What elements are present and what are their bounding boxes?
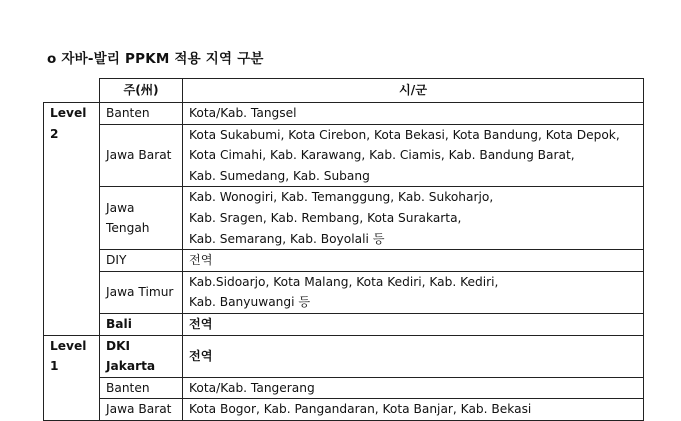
province-cell: Banten <box>100 377 183 399</box>
city-line: 전역 <box>189 253 213 268</box>
header-province: 주(州) <box>100 79 183 103</box>
province-cell: DIY <box>100 250 183 272</box>
city-cell <box>183 271 644 313</box>
province-cell: Bali <box>100 313 183 335</box>
province-cell: DKI Jakarta <box>100 335 183 377</box>
city-cell <box>183 399 644 421</box>
province-cell: Jawa Timur <box>100 271 183 313</box>
city-line: Kota/Kab. Tangsel <box>189 106 297 120</box>
city-cell <box>183 103 644 125</box>
city-line: Kab. Wonogiri, Kab. Temanggung, Kab. Sukoharjo, <box>189 190 494 205</box>
city-cell <box>183 377 644 399</box>
city-line: 전역 <box>189 348 213 363</box>
province-cell: Jawa Tengah <box>100 187 183 250</box>
city-cell <box>183 313 644 335</box>
city-line: Kab. Sragen, Kab. Rembang, Kota Surakarta, <box>189 210 462 225</box>
page-heading: o 자바-발리 PPKM 적용 지역 구분 <box>47 51 264 67</box>
city-line: Kota Bogor, Kab. Pangandaran, Kota Banjar, Kab. Bekasi <box>189 402 532 417</box>
table-row <box>44 250 644 272</box>
table-row <box>44 335 644 377</box>
table-row <box>44 124 644 187</box>
city-line: Kab. Semarang, Kab. Boyolali 등 <box>189 231 385 246</box>
city-line: Kab. Banyuwangi 등 <box>189 295 311 310</box>
level-label: Level 2 <box>44 103 100 336</box>
city-cell <box>183 250 644 272</box>
city-line: Kota Sukabumi, Kota Cirebon, Kota Bekasi, Kota Bandung, Kota Depok, <box>189 127 620 142</box>
city-cell <box>183 124 644 187</box>
header-level-cell <box>44 79 100 103</box>
table-row <box>44 313 644 335</box>
table-row <box>44 377 644 399</box>
city-line: Kab. Sumedang, Kab. Subang <box>189 168 370 183</box>
city-cell <box>183 187 644 250</box>
city-line: Kota Cimahi, Kab. Karawang, Kab. Ciamis, Kab. Bandung Barat, <box>189 148 575 163</box>
table-header-row <box>44 79 644 103</box>
city-cell <box>183 335 644 377</box>
province-cell: Banten <box>100 103 183 125</box>
province-cell: Jawa Barat <box>100 399 183 421</box>
table-row <box>44 187 644 250</box>
city-line: 전역 <box>189 316 213 331</box>
city-line: Kab.Sidoarjo, Kota Malang, Kota Kediri, Kab. Kediri, <box>189 274 499 289</box>
level-label: Level 1 <box>44 335 100 420</box>
table-row <box>44 103 644 125</box>
city-line: Kota/Kab. Tangerang <box>189 380 315 395</box>
table-row <box>44 399 644 421</box>
province-cell: Jawa Barat <box>100 124 183 187</box>
header-city: 시/군 <box>183 79 644 103</box>
ppkm-region-table <box>43 78 644 421</box>
table-row <box>44 271 644 313</box>
